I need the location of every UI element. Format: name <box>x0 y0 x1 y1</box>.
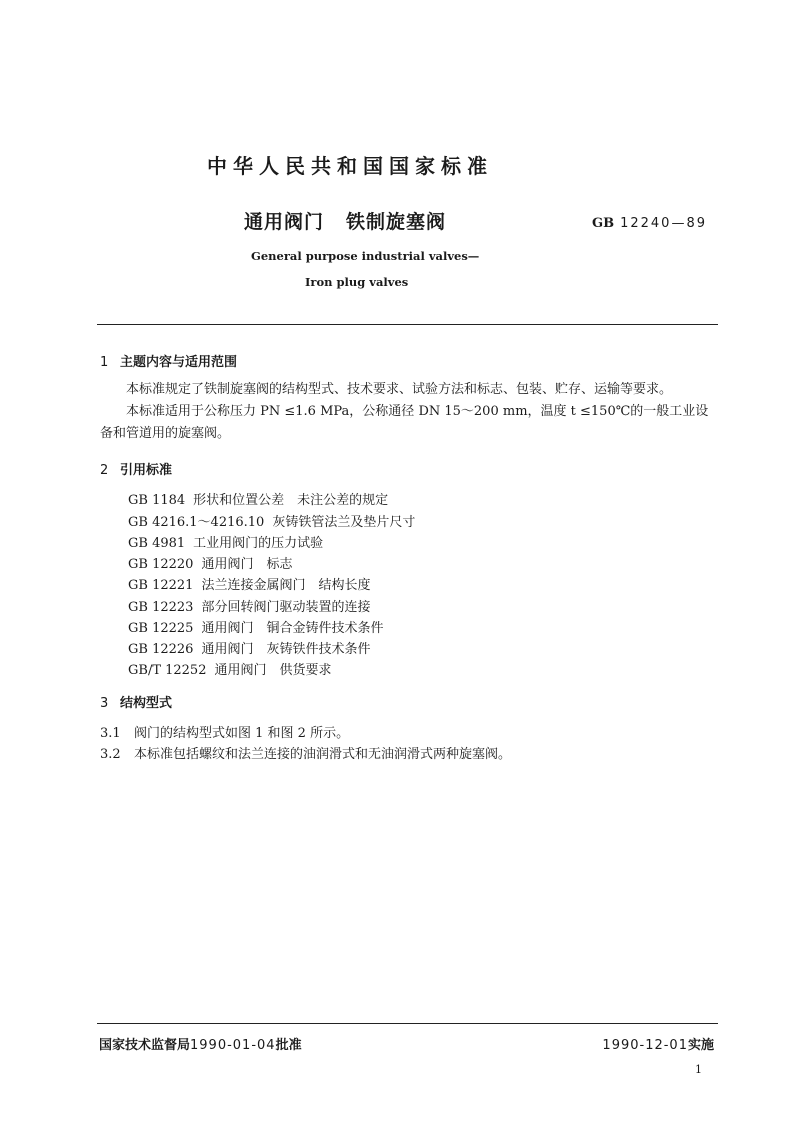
section-1-heading <box>100 351 237 370</box>
reference-item <box>128 553 292 572</box>
reference-name: 部分回转阀门驱动装置的连接 <box>201 600 371 615</box>
clause-item <box>100 722 349 741</box>
implementation-info <box>602 1034 714 1053</box>
reference-name: 形状和位置公差 未注公差的规定 <box>193 493 389 508</box>
section-1-paragraph-2: 本标准适用于公称压力 PN ≤1.6 MPa，公称通径 DN 15～200 mm，温度 t ≤150℃的一般工业设备和管道用的旋塞阀。 <box>100 404 709 441</box>
approval-date: 1990-01-04 <box>190 1038 276 1053</box>
reference-item <box>128 489 388 508</box>
reference-code: GB 12220 <box>128 557 194 572</box>
section-2-heading <box>100 459 172 478</box>
reference-code: GB 12223 <box>128 600 194 615</box>
reference-item <box>128 596 370 615</box>
approval-label: 批准 <box>275 1038 302 1053</box>
implementation-label: 实施 <box>687 1038 714 1053</box>
clause-number: 3.1 <box>100 726 121 741</box>
reference-code: GB 12221 <box>128 578 194 593</box>
english-title-line-1: General purpose industrial valves— <box>251 249 480 263</box>
standard-prefix: GB <box>592 216 615 231</box>
reference-item <box>128 659 332 678</box>
reference-code: GB 12226 <box>128 642 194 657</box>
section-number: 1 <box>100 355 109 370</box>
national-standard-heading: 中华人民共和国国家标准 <box>207 154 493 178</box>
section-title: 引用标准 <box>120 463 173 478</box>
section-3-heading <box>100 692 172 711</box>
reference-code: GB 1184 <box>128 493 186 508</box>
clause-item <box>100 743 511 762</box>
section-title: 主题内容与适用范围 <box>120 355 238 370</box>
reference-name: 通用阀门 铜合金铸件技术条件 <box>201 621 384 636</box>
reference-name: 通用阀门 灰铸铁件技术条件 <box>201 642 371 657</box>
reference-name: 法兰连接金属阀门 结构长度 <box>201 578 371 593</box>
approver: 国家技术监督局 <box>99 1038 191 1053</box>
clause-text: 阀门的结构型式如图 1 和图 2 所示。 <box>134 726 350 741</box>
section-title: 结构型式 <box>120 696 173 711</box>
standard-number <box>592 216 707 231</box>
reference-item <box>128 532 323 551</box>
reference-code: GB/T 12252 <box>128 663 207 678</box>
section-1-paragraph-1: 本标准规定了铁制旋塞阀的结构型式、技术要求、试验方法和标志、包装、贮存、运输等要求。 <box>126 382 673 397</box>
reference-name: 通用阀门 标志 <box>201 557 293 572</box>
reference-item <box>128 617 383 636</box>
title-part-1: 通用阀门 <box>244 211 325 233</box>
header-divider <box>97 324 718 325</box>
reference-code: GB 4216.1～4216.10 <box>128 515 265 530</box>
footer-divider <box>97 1023 718 1024</box>
section-number: 3 <box>100 696 109 711</box>
reference-name: 工业用阀门的压力试验 <box>193 536 324 551</box>
implementation-date: 1990-12-01 <box>602 1038 688 1053</box>
title-part-2: 铁制旋塞阀 <box>346 211 447 233</box>
reference-item <box>128 638 370 657</box>
reference-code: GB 12225 <box>128 621 194 636</box>
approval-info <box>99 1034 302 1053</box>
document-title <box>244 207 446 234</box>
page-number: 1 <box>695 1063 702 1076</box>
english-title-line-2: Iron plug valves <box>305 275 409 289</box>
reference-name: 通用阀门 供货要求 <box>214 663 332 678</box>
clause-number: 3.2 <box>100 747 121 762</box>
reference-name: 灰铸铁管法兰及垫片尺寸 <box>272 515 416 530</box>
reference-item <box>128 511 415 530</box>
reference-code: GB 4981 <box>128 536 186 551</box>
standard-code: 12240—89 <box>620 216 707 231</box>
clause-text: 本标准包括螺纹和法兰连接的油润滑式和无油润滑式两种旋塞阀。 <box>134 747 512 762</box>
reference-item <box>128 574 370 593</box>
section-number: 2 <box>100 463 109 478</box>
